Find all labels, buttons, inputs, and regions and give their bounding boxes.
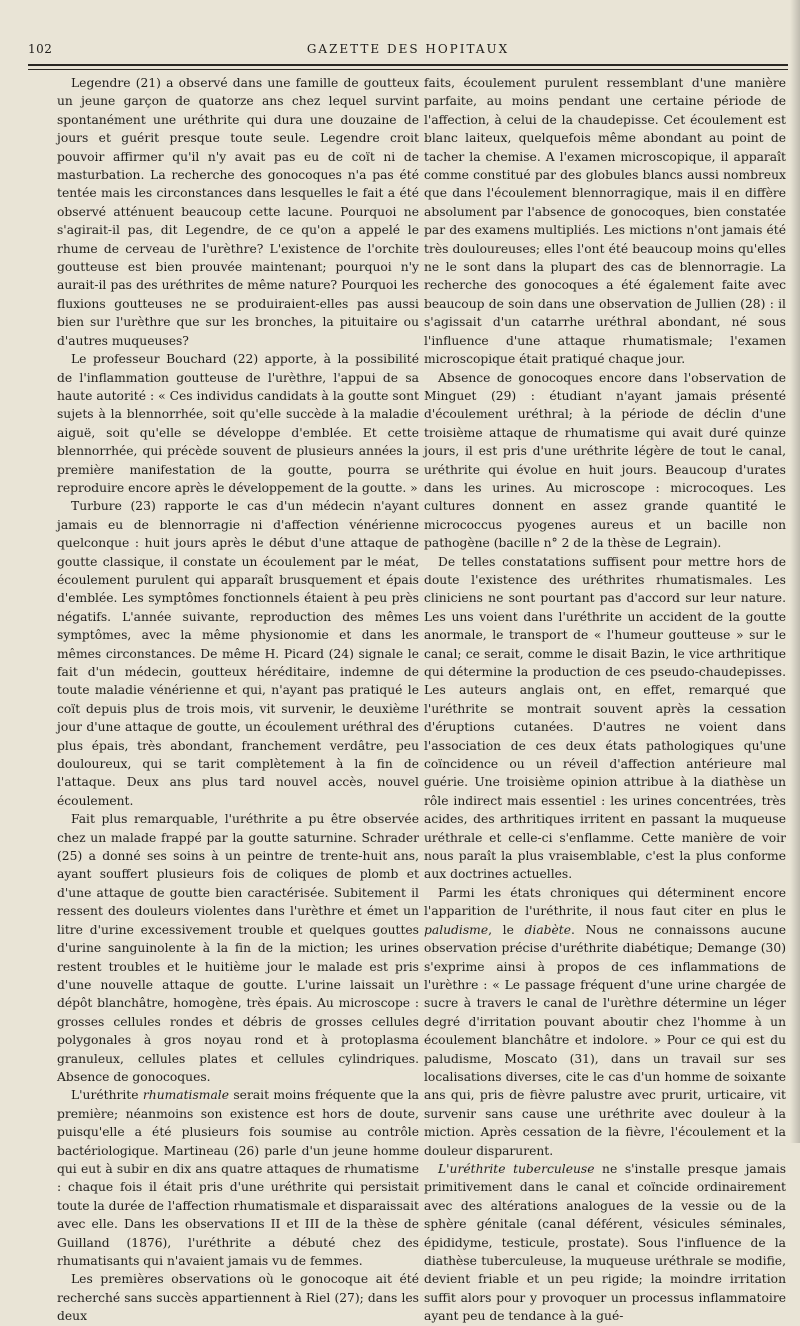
rhumatismale-before: L'uréthrite (71, 1088, 143, 1103)
paragraph-constatations: De telles constatations suffisent pour mettre hors de doute l'existence des uréthrites rhumatismales. Les cliniciens ne sont pourtant pas d'accord sur leur nature. Les uns voient dans l'uréthrite un accident de la goutte anormale, le transport de « l'humeur goutteuse » sur le canal; ce serait, comme le disait Bazin, le vice arthritique qui détermine la production de ces pseudo-chaudepisses. Les auteurs anglais ont, en effet, remarqué que l'uréthrite se montrait souvent après la cessation d'éruptions cutanées. D'autres ne voient dans l'association de ces deux états pathologiques qu'une coïncidence ou un réveil d'affection antérieure mal guérie. Une troisième opinion attribue à la diathèse un rôle indirect mais essentiel : les urines concentrées, très acides, des arthritiques irritent en passant la muqueuse uréthrale et celle-ci s'enflamme. Cette manière de voir nous paraît la plus vraisemblable, c'est la plus conforme aux doctrines actuelles. (424, 554, 786, 882)
right-text-column (424, 74, 787, 1324)
paragraph-minguet: Absence de gonocoques encore dans l'observation de Minguet (29) : étudiant n'ayant jamais présenté d'écoulement uréthral; à la période de déclin d'une troisième attaque de rhumatisme qui avait duré quinze jours, il est pris d'une uréthrite légère de tout le canal, uréthrite qui évolue en huit jours. Beaucoup d'urates dans les urines. Au microscope : microcoques. Les cultures donnent en assez grande quantité le micrococcus pyogenes aureus et un bacille non pathogène (bacille n° 2 de la thèse de Legrain). (424, 370, 786, 551)
paragraph-bouchard: Le professeur Bouchard (22) apporte, à la possibilité de l'inflammation goutteuse de l'urèthre, l'appui de sa haute autorité : « Ces individus candidats à la goutte sont sujets à la blennorrhée, soit qu'elle succède à la maladie aiguë, soit qu'elle se développe d'emblée. Et cette blennorrhée, qui précède souvent de plusieurs années la première manifestation de la goutte, pourra se reproduire encore après le développement de la goutte. » (57, 352, 419, 495)
page-number: 102 (28, 42, 53, 56)
paragraph-continuation: faits, écoulement purulent ressemblant d'une manière parfaite, au moins pendant une certaine période de l'affection, à celui de la chaudepisse. Cet écoulement est blanc laiteux, quelquefois même abondant au point de tacher la chemise. A l'examen microscopique, il apparaît comme constitué par des globules blancs aussi nombreux que dans l'écoulement blennorragique, mais il en diffère absolument par l'absence de gonocoques, bien constatée par des examens multipliés. Les mictions n'ont jamais été très douloureuses; elles l'ont été beaucoup moins qu'elles ne le sont dans la plupart des cas de blennorragie. La recherche des gonocoques a été également faite avec beaucoup de soin dans une observation de Jullien (28) : il s'agissait d'un catarrhe uréthral abondant, né sous l'influence d'une attaque rhumatismale; l'examen microscopique était pratiqué chaque jour. (424, 76, 786, 367)
header-rule-thick (28, 64, 788, 66)
paragraph-rhumatismale (57, 1086, 419, 1270)
page-edge-shadow (790, 0, 800, 1143)
paludisme-before: Parmi les états chroniques qui déterminent encore l'apparition de l'uréthrite, il nous faut citer en plus le (424, 885, 786, 919)
paludisme-after: . Nous ne connaissons aucune observation précise d'uréthrite diabétique; Demange (30) s'exprime ainsi à propos de ces inflammations de l'urèthre : « Le passage fréquent d'une urine chargée de sucre à travers le canal de l'urèthre détermine un léger degré d'irritation pouvant aboutir chez l'homme à un écoulement blanchâtre et indolore. » Pour ce qui est du paludisme, Moscato (31), dans un travail sur ses localisations diverses, cite le cas d'un homme de soixante ans qui, pris de fièvre palustre avec prurit, urticaire, vit survenir sans cause une uréthrite avec douleur à la miction. Après cessation de la fièvre, l'écoulement et la douleur disparurent. (424, 922, 786, 1158)
left-text-column (57, 74, 419, 1324)
diabete-term: diabète (524, 922, 572, 937)
rhumatismale-after: serait moins fréquente que la première; néanmoins son existence est hors de doute, puisqu'elle a été plusieurs fois soumise au contrôle bactériologique. Martineau (26) parle d'un jeune homme qui eut à subir en dix ans quatre attaques de rhumatisme : chaque fois il était pris d'une uréthrite qui persistait toute la durée de l'affection rhumatismale et disparaissait avec elle. Dans les observations II et III de la thèse de Guilland (1876), l'uréthrite a débuté chez des rhumatisants qui n'avaient jamais vu de femmes. (57, 1088, 419, 1268)
paragraph-riel: Les premières observations où le gonocoque ait été recherché sans succès appartiennent à Riel (27); dans les deux (57, 1272, 419, 1324)
tuberculeuse-after: ne s'installe presque jamais primitivement dans le canal et coïncide ordinairement avec des altérations analogues de la vessie ou de la sphère génitale (canal déférent, vésicules séminales, épididyme, testicule, prostate). Sous l'influence de la diathèse tuberculeuse, la muqueuse uréthrale se modifie, devient friable et un peu rigide; la moindre irritation suffit alors pour y provoquer un processus inflammatoire ayant peu de tendance à la gué- (424, 1161, 787, 1324)
paragraph-tuberculeuse (424, 1160, 786, 1326)
rhumatismale-term: rhumatismale (142, 1088, 229, 1103)
paragraph-schrader: Fait plus remarquable, l'uréthrite a pu être observée chez un malade frappé par la goutte saturnine. Schrader (25) a donné ses soins à un peintre de trente-huit ans, ayant souffert plusieurs fois de coliques de plomb et d'une attaque de goutte bien caractérisée. Subitement il ressent des douleurs violentes dans l'urèthre et émet un litre d'urine excessivement trouble et quelques gouttes d'urine sanguinolente à la fin de la miction; les urines restent troubles et le huitième jour le malade est pris d'une nouvelle attaque de goutte. L'urine laissait un dépôt blanchâtre, homogène, très épais. Au microscope : grosses cellules rondes et débris de grosses cellules polygonales à gros noyau rond et à protoplasma granuleux, cellules plates et cellules cylindriques. Absence de gonocoques. (57, 812, 419, 1084)
paragraph-turbure: Turbure (23) rapporte le cas d'un médecin n'ayant jamais eu de blennorragie ni d'affection vénérienne quelconque : huit jours après le début d'une attaque de goutte classique, il constate un écoulement par le méat, écoulement purulent qui apparaît brusquement et épais d'emblée. Les symptômes fonctionnels étaient à peu près négatifs. L'année suivante, reproduction des mêmes symptômes, avec la même physionomie et dans les mêmes circonstances. De même H. Picard (24) signale le fait d'un médecin, goutteux héréditaire, indemne de toute maladie vénérienne et qui, n'ayant pas pratiqué le coït depuis plus de trois mois, vit survenir, le deuxième jour d'une attaque de goutte, un écoulement uréthral des plus épais, très abondant, franchement verdâtre, peu douloureux, qui se tarit complètement à la fin de l'attaque. Deux ans plus tard nouvel accès, nouvel écoulement. (57, 499, 419, 808)
paragraph-legendre: Legendre (21) a observé dans une famille de goutteux un jeune garçon de quatorze ans chez lequel survint spontanément une uréthrite qui dura une douzaine de jours et guérit presque toute seule. Legendre croit pouvoir affirmer qu'il n'y avait pas eu de coït ni de masturbation. La recherche des gonocoques n'a pas été tentée mais les circonstances dans lesquelles le fait a été observé atténuent beaucoup cette lacune. Pourquoi ne s'agirait-il pas, dit Legendre, de ce qu'on a appelé le rhume de cerveau de l'urèthre? L'existence de l'orchite goutteuse est bien prouvée maintenant; pourquoi n'y aurait-il pas des uréthrites de même nature? Pourquoi les fluxions goutteuses ne se produiraient-elles pas aussi bien sur l'urèthre que sur les bronches, la pituitaire ou d'autres muqueuses? (57, 76, 419, 348)
page-header (28, 40, 788, 60)
journal-title: GAZETTE DES HOPITAUX (306, 42, 510, 56)
paragraph-paludisme (424, 884, 786, 1160)
paludisme-term: paludisme (424, 922, 489, 937)
tuberculeuse-term: L'uréthrite tuberculeuse (438, 1161, 595, 1176)
paludisme-middle: , le (488, 922, 525, 937)
header-rule-thin (28, 69, 788, 70)
